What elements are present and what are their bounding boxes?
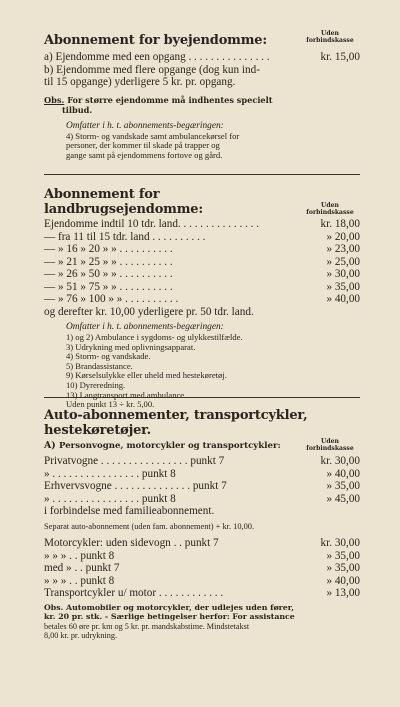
price-row xyxy=(44,587,360,600)
obs-line: 8,00 kr. pr. udrykning. xyxy=(44,631,118,641)
row-label: — » 21 » 25 » » . . . . . . . . . . xyxy=(44,255,173,268)
obs-footnote xyxy=(44,603,360,641)
separat-note: Separat auto-abonnement (uden fam. abonnement) + kr. 10,00. xyxy=(44,521,255,531)
obs-line: betales 60 øre pr. km og 5 kr. pr. mandskabstime. Mindstetakst xyxy=(44,621,250,631)
coverage-item: 13) Langtransport med ambulance. xyxy=(66,389,187,400)
obs-text-2: tilbud. xyxy=(62,104,93,115)
row-label: » » » . . punkt 8 xyxy=(44,574,115,587)
obs-line: kr. 20 pr. stk. - Særlige betingelser herfor: For assistance xyxy=(44,612,295,622)
coverage-item: gange samt på ejendommens fortove og gård. xyxy=(66,149,223,160)
row-price: » 45,00 xyxy=(326,492,360,505)
section-title-2: hestekøretøjer. xyxy=(44,423,151,438)
section-divider xyxy=(44,174,360,175)
row-label: — » 51 » 75 » » . . . . . . . . . . xyxy=(44,280,173,293)
row-label: med » . . punkt 7 xyxy=(44,562,120,575)
price-row xyxy=(44,64,360,77)
coverage-list xyxy=(44,333,360,410)
obs-text: For større ejendomme må indhentes specielt xyxy=(67,94,273,105)
row-label: — » 26 » 50 » » . . . . . . . . . . xyxy=(44,268,173,280)
obs-note xyxy=(44,95,360,105)
uden-label-line1: Uden xyxy=(321,202,339,209)
coverage-item: 10) Dyreredning. xyxy=(66,379,126,390)
row-label: » . . . . . . . . . . . . . . . . punkt 8 xyxy=(44,467,176,480)
price-row xyxy=(44,268,360,281)
price-row xyxy=(44,468,360,481)
price-row xyxy=(44,218,360,231)
row-price: » 35,00 xyxy=(326,549,360,562)
row-price: kr. 30,00 xyxy=(320,455,360,467)
price-row xyxy=(44,306,360,319)
coverage-item: 9) Kørselsulykke eller uheld med hestekøretøj. xyxy=(66,370,227,381)
price-row xyxy=(44,562,360,575)
coverage-list xyxy=(44,132,360,161)
uden-label-line1: Uden xyxy=(321,30,339,37)
price-row xyxy=(44,76,360,89)
row-price: » 13,00 xyxy=(326,587,360,600)
row-label: Transportcykler u/ motor . . . . . . . . . . . . xyxy=(44,587,224,600)
uden-forbindskasse-label xyxy=(300,202,360,216)
uden-label-line2: forbindskasse xyxy=(306,445,354,452)
row-label: Erhvervsvogne . . . . . . . . . . . . . . punkt 7 xyxy=(44,480,227,492)
row-label: i forbindelse med familieabonnement. xyxy=(44,505,215,517)
coverage-item: 4) Storm- og vandskade. xyxy=(66,351,151,362)
price-row xyxy=(44,293,360,306)
price-row xyxy=(44,480,360,493)
coverage-item: 5) Brandassistance. xyxy=(66,360,133,371)
uden-forbindskasse-label xyxy=(300,30,360,44)
price-row xyxy=(44,231,360,244)
price-row xyxy=(44,575,360,588)
section-auto xyxy=(44,408,360,641)
row-price: » 35,00 xyxy=(326,480,360,492)
coverage-item: Uden punkt 13 ÷ kr. 5,00. xyxy=(66,399,155,410)
row-price: » 35,00 xyxy=(326,280,360,293)
section-title: Auto-abonnementer, transportcykler, xyxy=(44,408,308,423)
row-price: » 40,00 xyxy=(326,293,360,305)
section-title-2: landbrugsejendomme: xyxy=(44,202,203,217)
row-label: og derefter kr. 10,00 yderligere pr. 50 tdr. land. xyxy=(44,305,254,318)
row-label: — » 16 » 20 » » . . . . . . . . . . xyxy=(44,243,173,255)
coverage-item: personer, der kommer til skade på trapper og xyxy=(66,140,220,151)
row-price: » 40,00 xyxy=(326,574,360,587)
uden-label-line2: forbindskasse xyxy=(306,37,354,44)
row-price: » 20,00 xyxy=(326,230,360,243)
price-row xyxy=(44,493,360,506)
row-label: — fra 11 til 15 tdr. land . . . . . . . . . . xyxy=(44,230,206,243)
obs-line: Obs. Automobiler og motorcykler, der udlejes uden fører, xyxy=(44,602,294,612)
row-price: » 35,00 xyxy=(326,562,360,575)
row-price: » 40,00 xyxy=(326,467,360,480)
subsection-title: Personvogne, motorcykler og transportcykler: xyxy=(58,441,281,451)
row-price: kr. 15,00 xyxy=(320,51,360,63)
row-label: Privatvogne . . . . . . . . . . . . . . . . punkt 7 xyxy=(44,455,225,467)
price-row xyxy=(44,550,360,563)
row-label: til 15 opgange) yderligere 5 kr. pr. opgang. xyxy=(44,76,236,88)
row-label: » » » . . punkt 8 xyxy=(44,549,115,562)
row-price: » 23,00 xyxy=(326,243,360,255)
price-row xyxy=(44,281,360,294)
row-label: Ejendomme indtil 10 tdr. land. . . . . . . . . . . . . . . xyxy=(44,218,260,230)
obs-prefix: Obs. xyxy=(44,94,65,105)
section-byejendomme xyxy=(44,30,360,160)
section-landbrug xyxy=(44,187,360,410)
section-title: Abonnement for byejendomme: xyxy=(44,33,267,48)
price-row xyxy=(44,505,360,518)
coverage-item: 1) og 2) Ambulance i sygdoms- og ulykkestilfælde. xyxy=(66,332,243,342)
omfatter-heading: Omfatter i h. t. abonnements-begæringen: xyxy=(66,120,224,131)
price-row xyxy=(44,537,360,550)
row-price: » 30,00 xyxy=(326,268,360,280)
price-row xyxy=(44,455,360,468)
section-title: Abonnement for xyxy=(44,187,160,202)
price-row xyxy=(44,51,360,64)
uden-forbindskasse-label xyxy=(300,438,360,452)
row-label: Motorcykler: uden sidevogn . . punkt 7 xyxy=(44,537,219,550)
omfatter-heading: Omfatter i h. t. abonnements-begæringen: xyxy=(66,322,224,332)
row-label: » . . . . . . . . . . . . . . . . punkt 8 xyxy=(44,492,176,505)
row-label: a) Ejendomme med een opgang . . . . . . . . . . . . . . . xyxy=(44,51,270,63)
coverage-item: 3) Udrykning med oplivningsapparat. xyxy=(66,341,196,352)
row-label: — » 76 » 100 » » . . . . . . . . . . xyxy=(44,293,179,305)
subsection-letter: A) xyxy=(44,440,56,451)
price-row xyxy=(44,256,360,269)
uden-label-line1: Uden xyxy=(321,438,339,445)
uden-label-line2: forbindskasse xyxy=(306,209,354,216)
section-divider xyxy=(44,397,360,398)
row-price: kr. 18,00 xyxy=(320,218,360,230)
price-row xyxy=(44,243,360,256)
row-label: b) Ejendomme med flere opgange (dog kun ind- xyxy=(44,63,260,76)
row-price: » 25,00 xyxy=(326,255,360,268)
row-price: kr. 30,00 xyxy=(320,537,360,550)
coverage-item: 4) Storm- og vandskade samt ambulancekørsel for xyxy=(66,130,240,141)
